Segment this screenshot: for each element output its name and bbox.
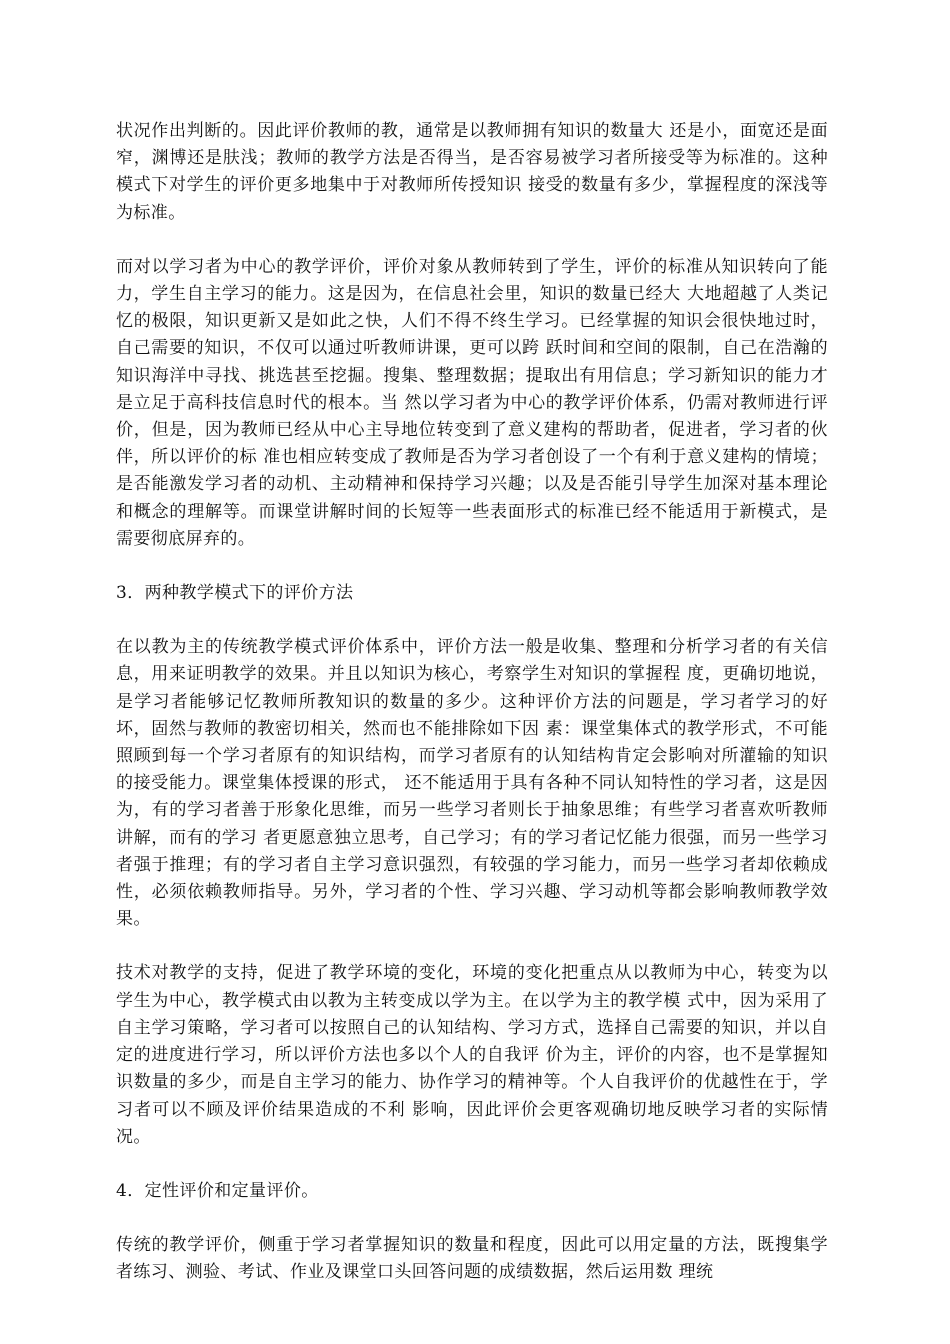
section-heading-3: 3．两种教学模式下的评价方法 xyxy=(116,583,354,604)
paragraph-1: 状况作出判断的。因此评价教师的教，通常是以教师拥有知识的数量大 还是小，面宽还是面窄，渊博还是肤浅；教师的教学方法是否得当，是否容易被学习者所接受等为标准的。这种模式下对学生的评价更多地集中于对教师所传授知识 接受的数量有多少，掌握程度的深浅等为标准。 xyxy=(116,121,828,223)
paragraph-2: 而对以学习者为中心的教学评价，评价对象从教师转到了学生，评价的标准从知识转向了能力，学生自主学习的能力。这是因为，在信息社会里，知识的数量已经大 大地超越了人类记忆的极限，知识更新又是如此之快，人们不得不终生学习。已经掌握的知识会很快地过时，自己需要的知识，不仅可以通过听教师讲课，更可以跨 跃时间和空间的限制，自己在浩瀚的知识海洋中寻找、挑选甚至挖掘。搜集、整理数据；提取出有用信息；学习新知识的能力才是立足于高科技信息时代的根本。当 然以学习者为中心的教学评价体系，仍需对教师进行评价，但是，因为教师已经从中心主导地位转变到了意义建构的帮助者，促进者，学习者的伙伴，所以评价的标 准也相应转变成了教师是否为学习者创设了一个有利于意义建构的情境；是否能激发学习者的动机、主动精神和保持学习兴趣；以及是否能引导学生加深对基本理论 和概念的理解等。而课堂讲解时间的长短等一些表面形式的标准已经不能适用于新模式，是需要彻底屏弃的。 xyxy=(116,256,828,549)
section-heading-4: 4．定性评价和定量评价。 xyxy=(116,1180,319,1201)
paragraph-3: 在以教为主的传统教学模式评价体系中，评价方法一般是收集、整理和分析学习者的有关信息，用来证明教学的效果。并且以知识为核心，考察学生对知识的掌握程 度，更确切地说，是学习者能够记忆教师所教知识的数量的多少。这种评价方法的问题是，学习者学习的好坏，固然与教师的教密切相关，然而也不能排除如下因 素：课堂集体式的教学形式，不可能照顾到每一个学习者原有的知识结构，而学习者原有的认知结构肯定会影响对所灌输的知识的接受能力。课堂集体授课的形式， 还不能适用于具有各种不同认知特性的学习者，这是因为，有的学习者善于形象化思维，而另一些学习者则长于抽象思维；有些学习者喜欢听教师讲解，而有的学习 者更愿意独立思考，自己学习；有的学习者记忆能力很强，而另一些学习者强于推理；有的学习者自主学习意识强烈，有较强的学习能力，而另一些学习者却依赖成 性，必须依赖教师指导。另外，学习者的个性、学习兴趣、学习动机等都会影响教师教学效果。 xyxy=(116,637,828,930)
paragraph-5: 传统的教学评价，侧重于学习者掌握知识的数量和程度，因此可以用定量的方法，既搜集学者练习、测验、考试、作业及课堂口头回答问题的成绩数据，然后运用数 理统 xyxy=(116,1235,828,1283)
paragraph-4: 技术对教学的支持，促进了教学环境的变化，环境的变化把重点从以教师为中心，转变为以学生为中心，教学模式由以教为主转变成以学为主。在以学为主的教学模 式中，因为采用了自主学习策略，学习者可以按照自己的认知结构、学习方式，选择自己需要的知识，并以自定的进度进行学习，所以评价方法也多以个人的自我评 价为主，评价的内容，也不是掌握知识数量的多少，而是自主学习的能力、协作学习的精神等。个人自我评价的优越性在于，学习者可以不顾及评价结果造成的不利 影响，因此评价会更客观确切地反映学习者的实际情况。 xyxy=(116,963,828,1147)
document-body xyxy=(116,118,828,1314)
